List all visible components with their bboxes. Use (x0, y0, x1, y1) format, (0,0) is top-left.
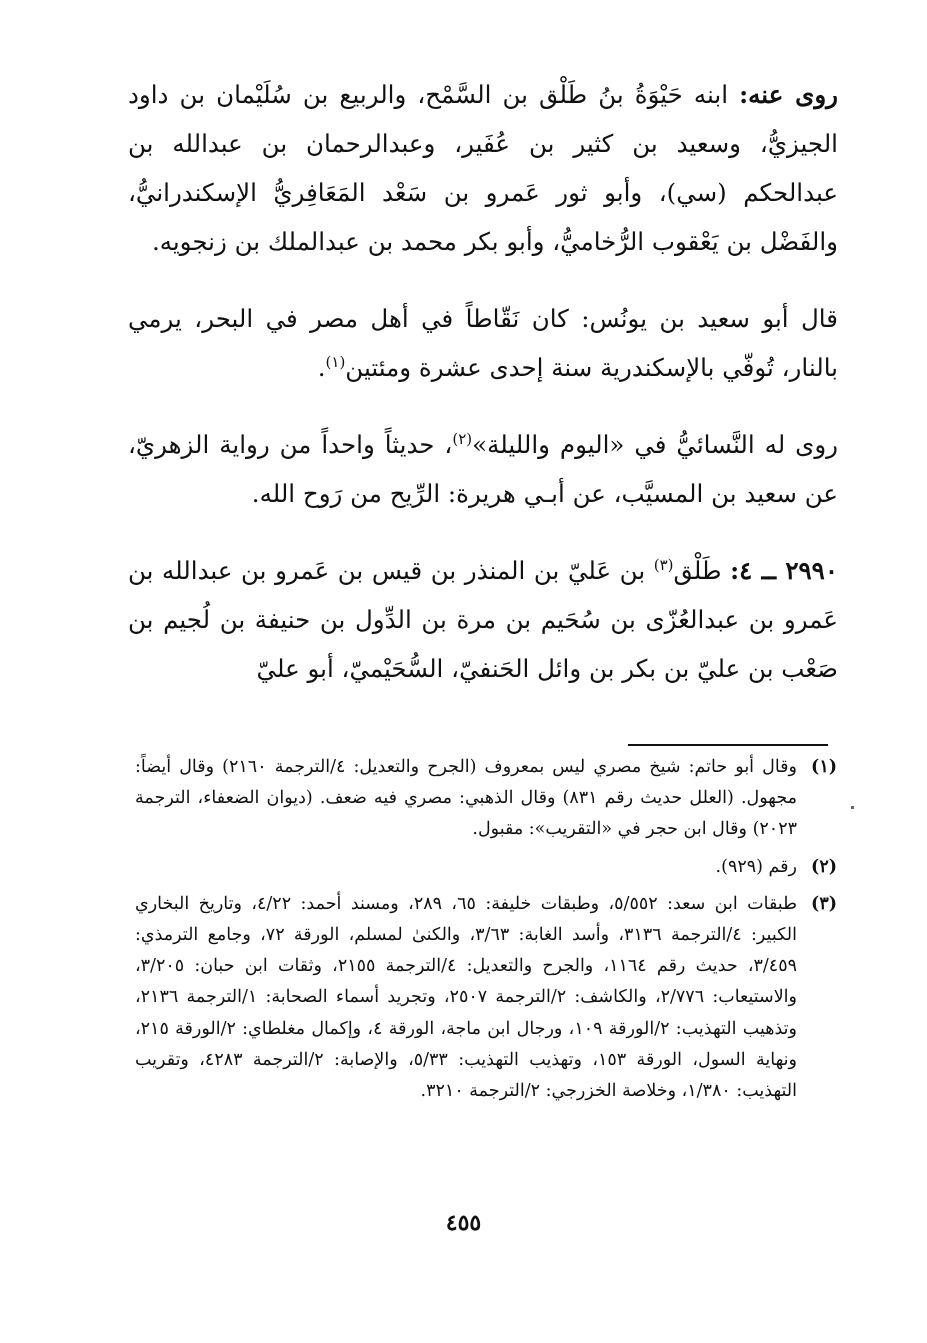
narrators-label: روى عنه: (739, 80, 838, 109)
narrators-text: ابنه حَيْوَةُ بنُ طَلْق بن السَّمْح، والربيع بن سُلَيْمان بن داود الجيزيُّ، وسعيد بن كثير بن عُفَير، وعبدالرحمان بن عبدالله بن عبدالحكم (سي)، وأبو ثور عَمرو بن سَعْد المَعَافِريُّ الإسكندرانيُّ، والفَضْل بن يَعْقوب الرُّخاميُّ، وأبو بكر محمد بن عبدالملك بن زنجويه. (128, 80, 838, 256)
nasai-text-a: روى له النَّسائيُّ في «اليوم والليلة» (472, 430, 838, 459)
footnote-ref-2: (٢) (452, 429, 473, 448)
entry-number: ٢٩٩٠ ــ ٤: (730, 556, 838, 585)
footnote-ref-1: (١) (325, 352, 346, 371)
nasai-text-b: ، حديثاً واحداً من رواية الزهريّ، عن سعيد بن المسيَّب، عن أبـي هريرة: الرِّيح من رَوح الله. (128, 430, 838, 508)
footnote-number: (١) (811, 757, 837, 777)
entry-text: بن عَليّ بن المنذر بن قيس بن عَمرو بن عبدالله بن عَمرو بن عبدالعُزّى بن سُحَيم بن مرة بن الدِّول بن حنيفة بن لُجيم بن صَعْب بن عليّ بن بكر بن وائل الحَنفيّ، السُّحَيْميّ، أبو عليّ (128, 556, 838, 683)
footnote (135, 752, 837, 846)
main-text (128, 70, 838, 693)
ibn-yunus-text: قال أبو سعيد بن يونُس: كان نَقّاطاً في أهل مصر في البحر، يرمي بالنار، تُوفّي بالإسكندرية سنة إحدى عشرة ومئتين (128, 304, 838, 382)
footnote (135, 852, 837, 883)
footnote-divider (628, 744, 828, 746)
entry-2990 (128, 546, 838, 693)
footnote-number: (٣) (811, 893, 837, 914)
paragraph-nasai (128, 420, 838, 518)
paragraph-narrators (128, 70, 838, 266)
footnote-text: رقم (٩٢٩). (715, 856, 797, 877)
footnote-text: وقال أبو حاتم: شيخ مصري ليس بمعروف (الجرح والتعديل: ٤/الترجمة ٢١٦٠) وقال أيضاً: مجهول. (العلل حديث رقم ٨٣١) وقال الذهبي: مصري فيه ضعف. (ديوان الضعفاء، الترجمة ٢٠٢٣) وقال ابن حجر في «التقريب»: مقبول. (135, 757, 798, 840)
footnote (135, 889, 837, 1107)
ibn-yunus-end: . (317, 353, 326, 382)
page-number: ٤٥٥ (445, 1210, 482, 1236)
margin-speck (851, 806, 854, 809)
footnotes (135, 752, 837, 1113)
footnote-ref-3: (٣) (653, 555, 674, 574)
paragraph-ibn-yunus (128, 294, 838, 392)
footnote-text: طبقات ابن سعد: ٥/٥٥٢، وطبقات خليفة: ٦٥، ٢٨٩، ومسند أحمد: ٤/٢٢، وتاريخ البخاري الكبير: ٤/الترجمة ٣١٣٦، وأسد الغابة: ٣/٦٣، والكنىٰ لمسلم، الورقة ٧٢، وجامع الترمذي: ٣/٤٥٩، حديث رقم ١١٦٤، والجرح والتعديل: ٤/الترجمة ٢١٥٥، وثقات ابن حبان: ٣/٢٠٥، والاستيعاب: ٢/٧٧٦، والكاشف: ٢/الترجمة ٢٥٠٧، وتجريد أسماء الصحابة: ١/الترجمة ٢١٣٦، وتذهيب التهذيب: ٢/الورقة ١٠٩، ورجال ابن ماجة، الورقة ٤، وإكمال مغلطاي: ٢/الورقة ٢١٥، ونهاية السول، الورقة ١٥٣، وتهذيب التهذيب: ٥/٣٣، والإصابة: ٢/الترجمة ٤٢٨٣، وتقريب التهذيب: ١/٣٨٠، وخلاصة الخزرجي: ٢/الترجمة ٣٢١٠. (135, 893, 798, 1102)
entry-name: طَلْق (673, 556, 731, 585)
footnote-number: (٢) (811, 856, 837, 877)
